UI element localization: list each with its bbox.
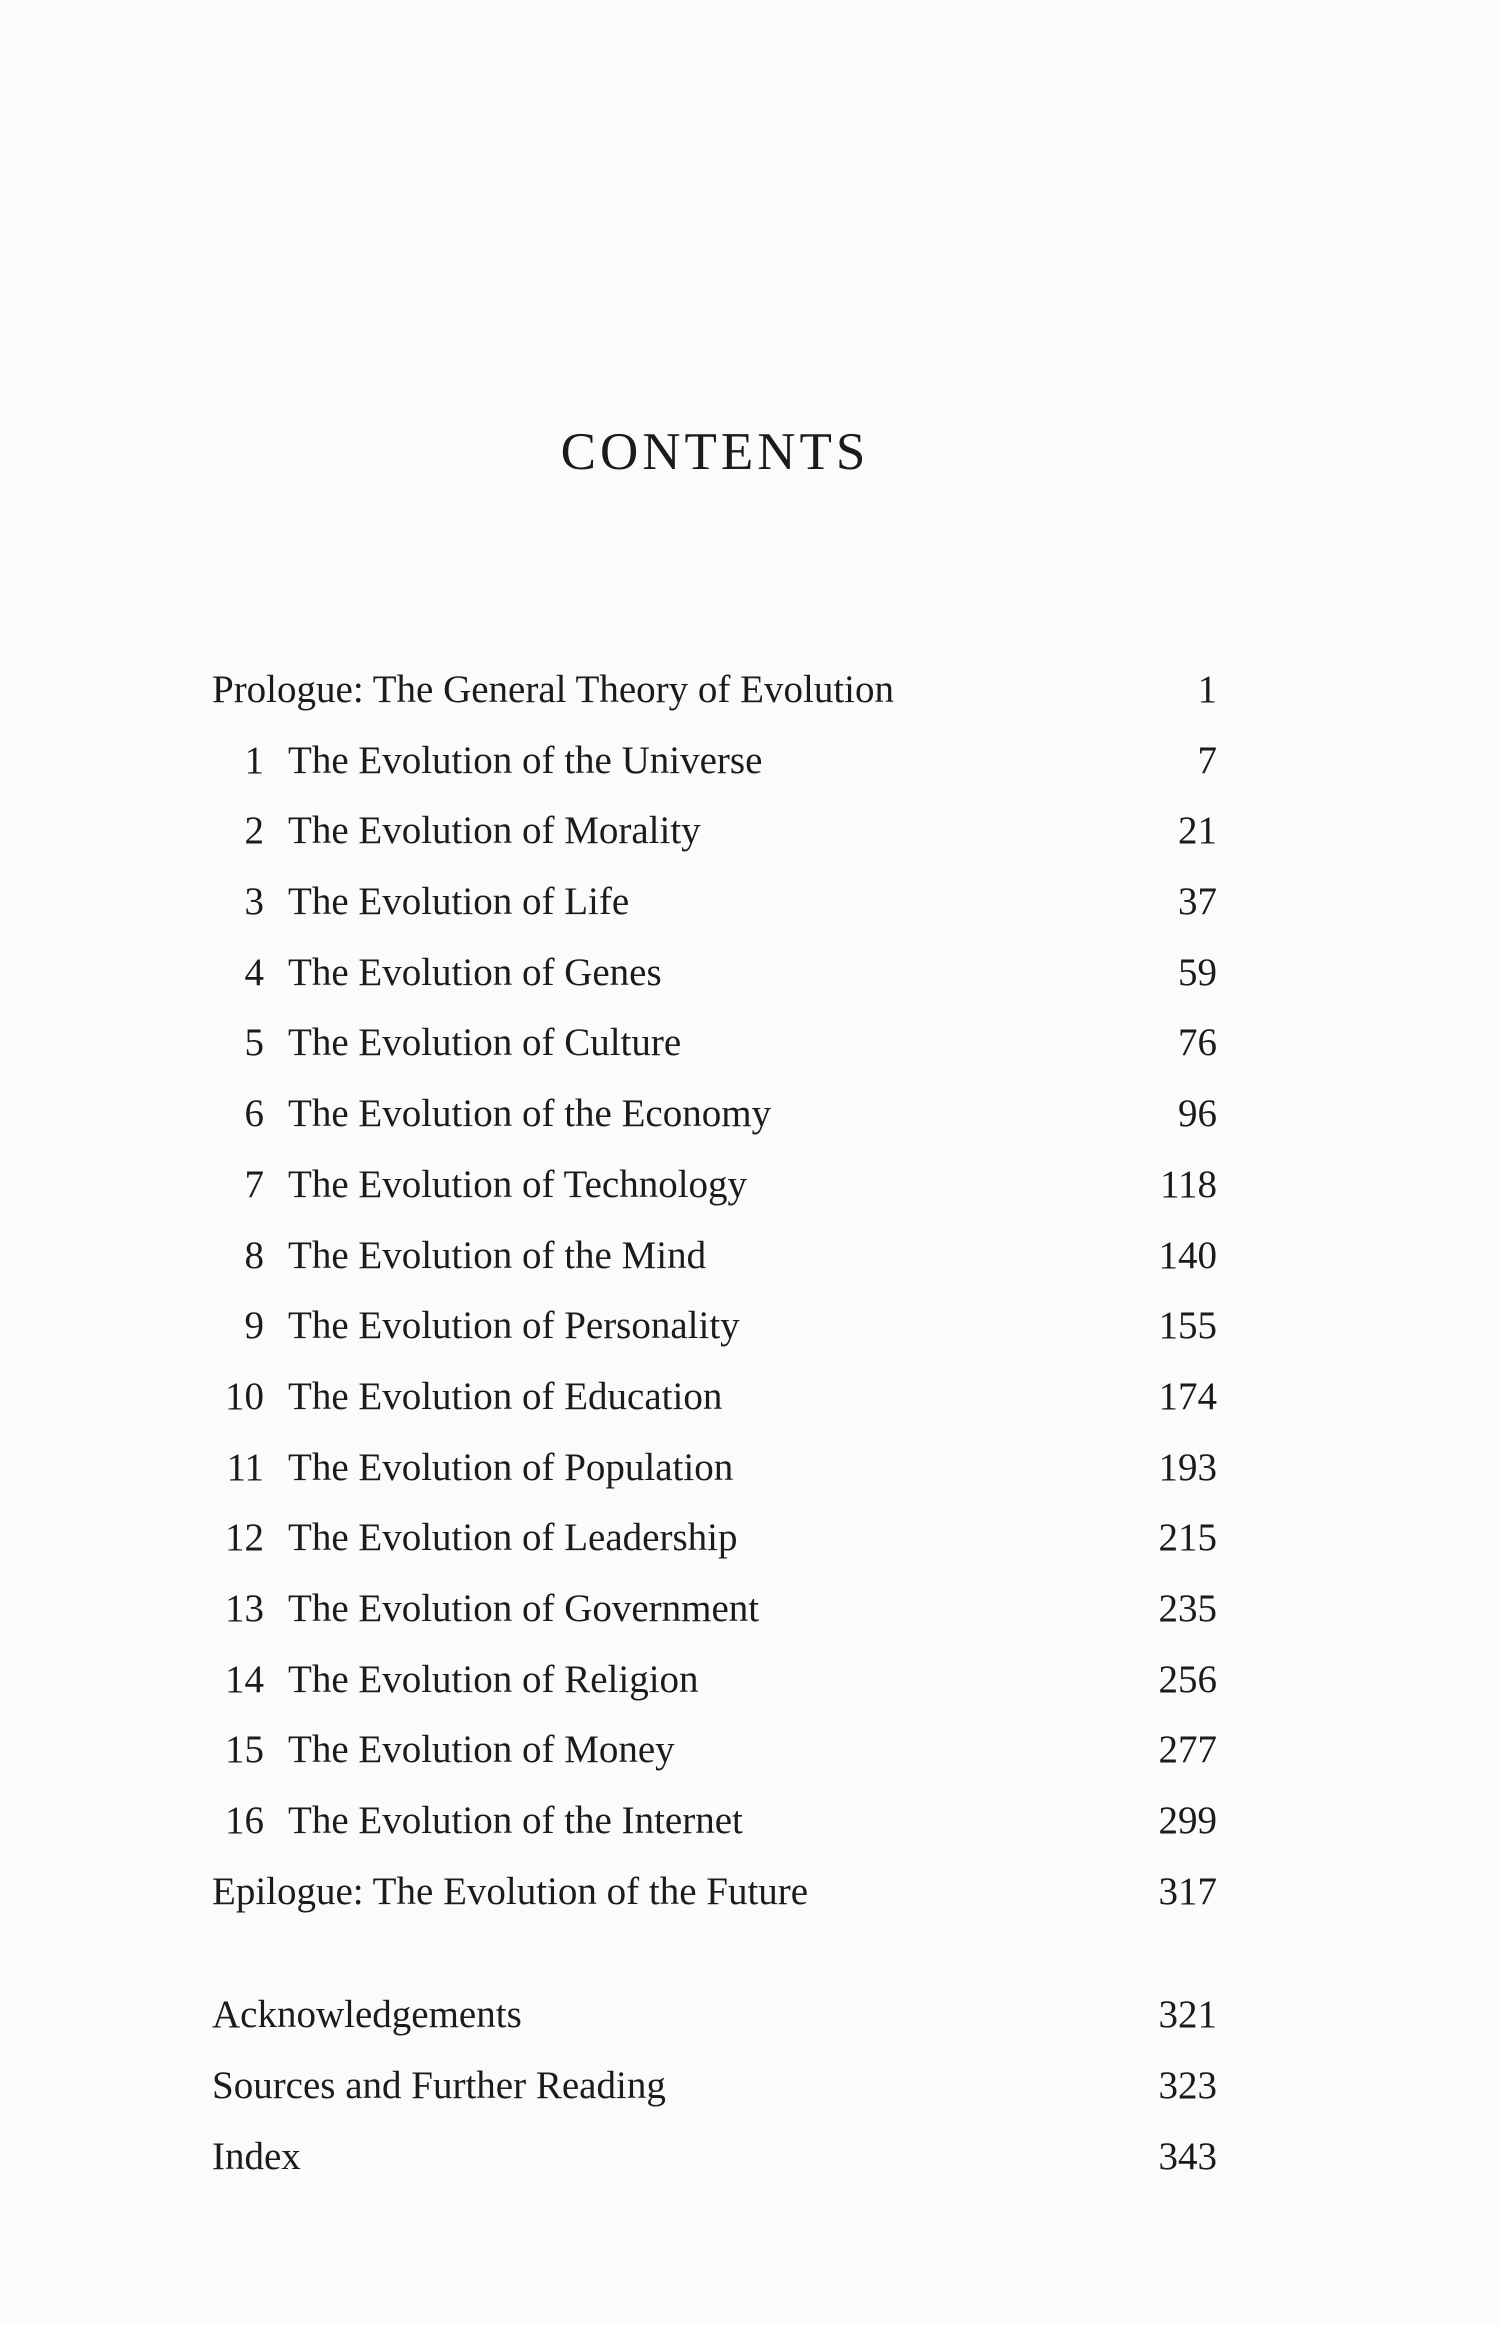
- toc-entry-chapter: [212, 1433, 1217, 1504]
- toc-entry-label: The Evolution of Government: [288, 1586, 760, 1630]
- chapter-number: 1: [244, 738, 264, 782]
- toc-entry-page: 256: [1158, 1657, 1217, 1701]
- toc-entry-label: The Evolution of Morality: [288, 809, 701, 853]
- chapter-number: 10: [225, 1374, 264, 1418]
- toc-entry-chapter: [212, 1715, 1217, 1786]
- toc-entry-chapter: [212, 1574, 1217, 1645]
- toc-entry-label: The Evolution of Culture: [288, 1021, 682, 1065]
- toc-entry-page: 277: [1158, 1728, 1217, 1772]
- toc-entry-back-matter: [212, 1980, 1217, 2051]
- toc-entry-page: 321: [1158, 1993, 1217, 2037]
- toc-entry-chapter: [212, 1150, 1217, 1221]
- chapter-number: 13: [225, 1586, 264, 1630]
- toc-entry-back-matter: [212, 2051, 1217, 2122]
- toc-entry-chapter: [212, 1786, 1217, 1857]
- back-matter-list: [212, 1980, 1217, 2192]
- chapter-number: 11: [226, 1445, 264, 1489]
- toc-entry-page: 235: [1158, 1586, 1217, 1630]
- chapter-number: 4: [244, 950, 264, 994]
- chapter-number: 9: [244, 1304, 264, 1348]
- section-gap: [212, 1927, 1217, 1980]
- toc-entry-label: Sources and Further Reading: [212, 2064, 666, 2108]
- chapter-number: 2: [244, 809, 264, 853]
- toc-entry-label: The Evolution of Personality: [288, 1304, 740, 1348]
- toc-entry-label: Index: [212, 2134, 301, 2178]
- toc-entry-page: 118: [1159, 1162, 1217, 1206]
- toc-entry-page: 59: [1178, 950, 1217, 994]
- toc-entry-page: 343: [1158, 2134, 1217, 2178]
- toc-entry-page: 215: [1158, 1516, 1217, 1560]
- toc-entry-label: The Evolution of Technology: [288, 1162, 748, 1206]
- toc-entry-page: 21: [1178, 809, 1217, 853]
- toc-entry-label: The Evolution of Population: [288, 1445, 734, 1489]
- toc-entry-chapter: [212, 867, 1217, 938]
- toc-entry-epilogue: [212, 1857, 1217, 1928]
- toc-entry-label: The Evolution of the Internet: [288, 1799, 743, 1842]
- toc-entry-label: The Evolution of Life: [288, 880, 630, 924]
- toc-entry-label: The Evolution of Leadership: [288, 1516, 738, 1560]
- toc-entry-page: 76: [1178, 1021, 1217, 1065]
- toc-entry-chapter: [212, 1362, 1217, 1433]
- chapter-number: 15: [225, 1728, 264, 1772]
- toc-entry-chapter: [212, 1645, 1217, 1716]
- chapter-number: 8: [244, 1233, 264, 1277]
- toc-entry-label: Epilogue: The Evolution of the Future: [212, 1869, 809, 1913]
- toc-entry-chapter: [212, 796, 1217, 867]
- toc-entry-page: 140: [1158, 1233, 1217, 1277]
- toc-entry-label: The Evolution of Genes: [288, 950, 662, 994]
- toc-entry-page: 174: [1158, 1374, 1217, 1418]
- chapter-number: 16: [225, 1799, 264, 1842]
- toc-entry-page: 96: [1178, 1092, 1217, 1136]
- toc-entry-chapter: [212, 726, 1217, 797]
- chapter-number: 5: [244, 1021, 264, 1065]
- page-title: CONTENTS: [560, 423, 870, 481]
- toc-entry-label: The Evolution of Religion: [288, 1657, 699, 1701]
- toc-entry-label: Prologue: The General Theory of Evolution: [212, 668, 894, 711]
- toc-entry-page: 1: [1197, 668, 1217, 711]
- toc-entry-label: The Evolution of Money: [288, 1728, 675, 1772]
- toc-entry-back-matter: [212, 2122, 1217, 2193]
- chapter-list: [212, 726, 1217, 1857]
- chapter-number: 12: [225, 1516, 264, 1560]
- chapter-number: 3: [244, 880, 264, 924]
- toc-entry-label: The Evolution of the Universe: [288, 738, 763, 782]
- toc-entry-chapter: [212, 1503, 1217, 1574]
- table-of-contents: [212, 655, 1217, 2192]
- toc-entry-page: 317: [1158, 1869, 1217, 1913]
- toc-entry-label: Acknowledgements: [212, 1993, 522, 2037]
- toc-entry-chapter: [212, 938, 1217, 1009]
- toc-entry-page: 323: [1158, 2064, 1217, 2108]
- chapter-number: 7: [244, 1162, 264, 1206]
- chapter-number: 6: [244, 1092, 264, 1136]
- chapter-number: 14: [225, 1657, 264, 1701]
- toc-entry-chapter: [212, 1008, 1217, 1079]
- toc-entry-page: 37: [1178, 880, 1217, 924]
- toc-entry-label: The Evolution of Education: [288, 1374, 723, 1418]
- toc-entry-page: 155: [1158, 1304, 1217, 1348]
- toc-entry-prologue: [212, 655, 1217, 726]
- toc-entry-page: 193: [1158, 1445, 1217, 1489]
- toc-entry-page: 7: [1197, 738, 1217, 782]
- toc-entry-label: The Evolution of the Mind: [288, 1233, 707, 1277]
- toc-entry-label: The Evolution of the Economy: [288, 1092, 772, 1136]
- toc-entry-page: 299: [1158, 1799, 1217, 1842]
- toc-entry-chapter: [212, 1291, 1217, 1362]
- toc-entry-chapter: [212, 1079, 1217, 1150]
- toc-entry-chapter: [212, 1221, 1217, 1292]
